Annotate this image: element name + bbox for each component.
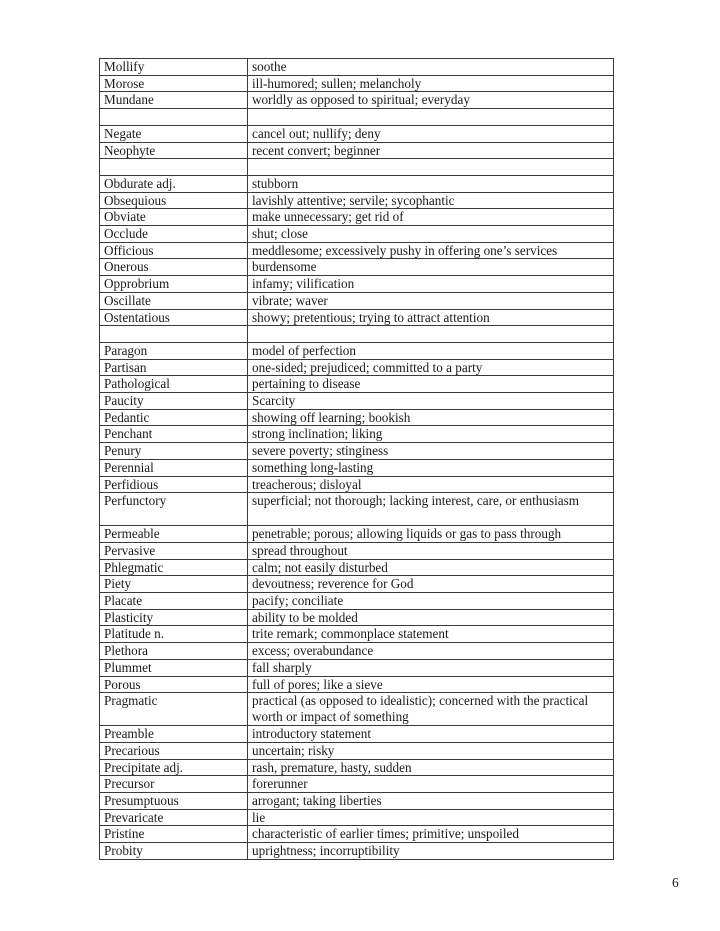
definition-cell: showy; pretentious; trying to attract attention: [248, 309, 614, 326]
definition-cell: infamy; vilification: [248, 276, 614, 293]
term-cell: Precursor: [100, 776, 248, 793]
definition-cell: model of perfection: [248, 342, 614, 359]
table-row: [100, 159, 614, 176]
term-cell: Pedantic: [100, 409, 248, 426]
definition-cell: forerunner: [248, 776, 614, 793]
definition-cell: excess; overabundance: [248, 643, 614, 660]
definition-cell: uprightness; incorruptibility: [248, 843, 614, 860]
definition-cell: treacherous; disloyal: [248, 476, 614, 493]
definition-cell: lavishly attentive; servile; sycophantic: [248, 192, 614, 209]
table-row: [100, 493, 614, 526]
term-cell: [100, 109, 248, 126]
table-row: [100, 75, 614, 92]
definition-cell: fall sharply: [248, 659, 614, 676]
definition-cell: ill-humored; sullen; melancholy: [248, 75, 614, 92]
term-cell: Pristine: [100, 826, 248, 843]
term-cell: Mollify: [100, 59, 248, 76]
term-cell: Mundane: [100, 92, 248, 109]
definition-cell: introductory statement: [248, 726, 614, 743]
definition-cell: Scarcity: [248, 393, 614, 410]
table-row: [100, 309, 614, 326]
table-row: [100, 526, 614, 543]
term-cell: Pragmatic: [100, 693, 248, 726]
term-cell: Pathological: [100, 376, 248, 393]
table-row: [100, 292, 614, 309]
definition-cell: lie: [248, 809, 614, 826]
definition-cell: worldly as opposed to spiritual; everyday: [248, 92, 614, 109]
definition-cell: meddlesome; excessively pushy in offering one’s services: [248, 242, 614, 259]
definition-cell: spread throughout: [248, 542, 614, 559]
definition-cell: recent convert; beginner: [248, 142, 614, 159]
definition-cell: devoutness; reverence for God: [248, 576, 614, 593]
definition-cell: characteristic of earlier times; primitive; unspoiled: [248, 826, 614, 843]
table-row: [100, 742, 614, 759]
definition-cell: trite remark; commonplace statement: [248, 626, 614, 643]
table-row: [100, 759, 614, 776]
definition-cell: one-sided; prejudiced; committed to a party: [248, 359, 614, 376]
table-row: [100, 276, 614, 293]
table-row: [100, 559, 614, 576]
definition-cell: arrogant; taking liberties: [248, 793, 614, 810]
table-row: [100, 259, 614, 276]
table-row: [100, 793, 614, 810]
table-row: [100, 192, 614, 209]
table-row: [100, 593, 614, 610]
vocabulary-table: [99, 58, 614, 860]
page-number: 6: [672, 875, 679, 890]
term-cell: Paucity: [100, 393, 248, 410]
definition-cell: burdensome: [248, 259, 614, 276]
term-cell: Officious: [100, 242, 248, 259]
term-cell: Perfunctory: [100, 493, 248, 526]
table-row: [100, 443, 614, 460]
table-row: [100, 242, 614, 259]
term-cell: Plasticity: [100, 609, 248, 626]
table-row: [100, 776, 614, 793]
table-row: [100, 226, 614, 243]
term-cell: Presumptuous: [100, 793, 248, 810]
table-row: [100, 659, 614, 676]
table-row: [100, 59, 614, 76]
table-row: [100, 376, 614, 393]
term-cell: Piety: [100, 576, 248, 593]
definition-cell: [248, 326, 614, 343]
definition-cell: shut; close: [248, 226, 614, 243]
table-row: [100, 92, 614, 109]
definition-cell: [248, 159, 614, 176]
definition-cell: strong inclination; liking: [248, 426, 614, 443]
table-row: [100, 342, 614, 359]
table-row: [100, 393, 614, 410]
term-cell: [100, 326, 248, 343]
table-row: [100, 826, 614, 843]
table-row: [100, 476, 614, 493]
term-cell: Pervasive: [100, 542, 248, 559]
term-cell: Probity: [100, 843, 248, 860]
term-cell: Penury: [100, 443, 248, 460]
term-cell: Porous: [100, 676, 248, 693]
table-row: [100, 576, 614, 593]
term-cell: Opprobrium: [100, 276, 248, 293]
table-row: [100, 426, 614, 443]
definition-cell: uncertain; risky: [248, 742, 614, 759]
term-cell: Preamble: [100, 726, 248, 743]
definition-cell: rash, premature, hasty, sudden: [248, 759, 614, 776]
term-cell: Morose: [100, 75, 248, 92]
definition-cell: something long-lasting: [248, 459, 614, 476]
table-row: [100, 326, 614, 343]
table-row: [100, 109, 614, 126]
term-cell: Neophyte: [100, 142, 248, 159]
definition-cell: practical (as opposed to idealistic); concerned with the practical worth or impact of something: [248, 693, 614, 726]
term-cell: Permeable: [100, 526, 248, 543]
term-cell: Partisan: [100, 359, 248, 376]
term-cell: Placate: [100, 593, 248, 610]
definition-cell: stubborn: [248, 175, 614, 192]
term-cell: Platitude n.: [100, 626, 248, 643]
term-cell: Phlegmatic: [100, 559, 248, 576]
term-cell: Onerous: [100, 259, 248, 276]
term-cell: Obsequious: [100, 192, 248, 209]
definition-cell: calm; not easily disturbed: [248, 559, 614, 576]
table-row: [100, 643, 614, 660]
table-row: [100, 809, 614, 826]
term-cell: Plethora: [100, 643, 248, 660]
definition-cell: make unnecessary; get rid of: [248, 209, 614, 226]
definition-cell: soothe: [248, 59, 614, 76]
term-cell: Perfidious: [100, 476, 248, 493]
term-cell: [100, 159, 248, 176]
vocabulary-table-body: [100, 59, 614, 860]
term-cell: Paragon: [100, 342, 248, 359]
table-row: [100, 175, 614, 192]
definition-cell: severe poverty; stinginess: [248, 443, 614, 460]
definition-cell: ability to be molded: [248, 609, 614, 626]
definition-cell: penetrable; porous; allowing liquids or gas to pass through: [248, 526, 614, 543]
term-cell: Perennial: [100, 459, 248, 476]
definition-cell: superficial; not thorough; lacking interest, care, or enthusiasm: [248, 493, 614, 526]
table-row: [100, 459, 614, 476]
term-cell: Negate: [100, 125, 248, 142]
table-row: [100, 125, 614, 142]
table-row: [100, 142, 614, 159]
table-row: [100, 209, 614, 226]
table-row: [100, 409, 614, 426]
definition-cell: pertaining to disease: [248, 376, 614, 393]
term-cell: Occlude: [100, 226, 248, 243]
term-cell: Prevaricate: [100, 809, 248, 826]
term-cell: Oscillate: [100, 292, 248, 309]
definition-cell: showing off learning; bookish: [248, 409, 614, 426]
definition-cell: pacify; conciliate: [248, 593, 614, 610]
definition-cell: full of pores; like a sieve: [248, 676, 614, 693]
table-row: [100, 726, 614, 743]
term-cell: Penchant: [100, 426, 248, 443]
table-row: [100, 843, 614, 860]
table-row: [100, 542, 614, 559]
table-row: [100, 359, 614, 376]
definition-cell: vibrate; waver: [248, 292, 614, 309]
definition-cell: [248, 109, 614, 126]
term-cell: Precipitate adj.: [100, 759, 248, 776]
term-cell: Ostentatious: [100, 309, 248, 326]
table-row: [100, 693, 614, 726]
table-row: [100, 676, 614, 693]
term-cell: Precarious: [100, 742, 248, 759]
term-cell: Plummet: [100, 659, 248, 676]
table-row: [100, 626, 614, 643]
term-cell: Obviate: [100, 209, 248, 226]
table-row: [100, 609, 614, 626]
term-cell: Obdurate adj.: [100, 175, 248, 192]
definition-cell: cancel out; nullify; deny: [248, 125, 614, 142]
